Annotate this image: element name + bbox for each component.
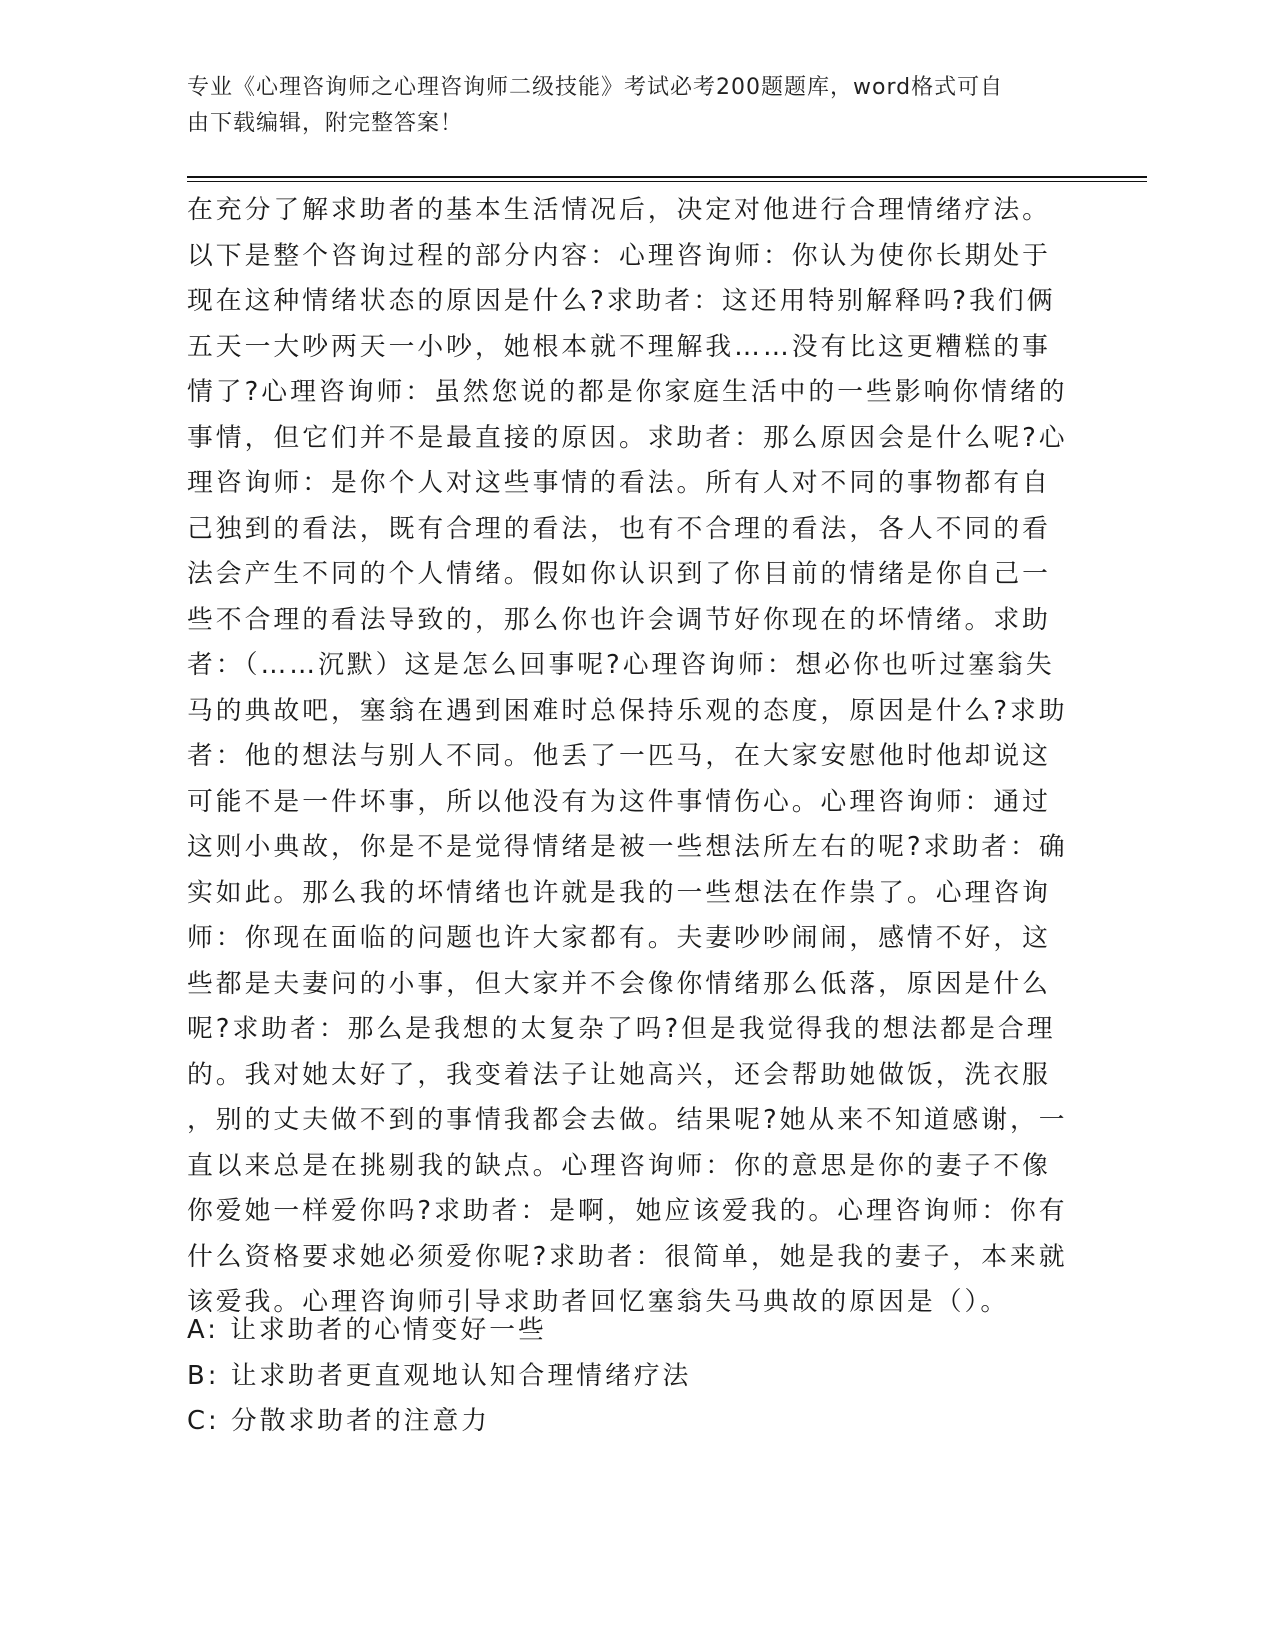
header-divider-thick — [187, 176, 1147, 178]
question-line: 己独到的看法，既有合理的看法，也有不合理的看法，各人不同的看 — [187, 513, 1051, 544]
header-title-line-1: 专业《心理咨询师之心理咨询师二级技能》考试必考200题题库，word格式可自 — [187, 75, 1004, 100]
answer-options — [187, 1308, 1067, 1445]
question-line: 实如此。那么我的坏情绪也许就是我的一些想法在作祟了。心理咨询 — [187, 877, 1051, 908]
option-a: A: 让求助者的心情变好一些 — [187, 1315, 547, 1345]
question-line: 你爱她一样爱你吗?求助者：是啊，她应该爱我的。心理咨询师：你有 — [187, 1196, 1068, 1226]
question-line: 在充分了解求助者的基本生活情况后，决定对他进行合理情绪疗法。 — [187, 195, 1051, 225]
header-divider-thin — [187, 181, 1147, 182]
question-line: 的。我对她太好了，我变着法子让她高兴，还会帮助她做饭，洗衣服 — [187, 1059, 1051, 1090]
question-line: 马的典故吧，塞翁在遇到困难时总保持乐观的态度，原因是什么?求助 — [187, 695, 1068, 726]
question-line: 呢?求助者：那么是我想的太复杂了吗?但是我觉得我的想法都是合理 — [187, 1014, 1056, 1044]
question-line: 这则小典故，你是不是觉得情绪是被一些想法所左右的呢?求助者：确 — [187, 832, 1068, 862]
question-line: 者：他的想法与别人不同。他丢了一匹马，在大家安慰他时他却说这 — [187, 741, 1051, 771]
question-line: ，别的丈夫做不到的事情我都会去做。结果呢?她从来不知道感谢，一 — [187, 1105, 1068, 1135]
question-line: 情了?心理咨询师：虽然您说的都是你家庭生活中的一些影响你情绪的 — [187, 377, 1068, 407]
question-line: 些都是夫妻问的小事，但大家并不会像你情绪那么低落，原因是什么 — [187, 968, 1051, 999]
question-line: 些不合理的看法导致的，那么你也许会调节好你现在的坏情绪。求助 — [187, 604, 1051, 635]
question-line: 现在这种情绪状态的原因是什么?求助者：这还用特别解释吗?我们俩 — [187, 286, 1056, 316]
header-title-line-2: 由下载编辑，附完整答案！ — [187, 111, 464, 136]
document-header — [187, 70, 1067, 142]
question-stem — [187, 188, 1067, 1326]
question-line: 该爱我。心理咨询师引导求助者回忆塞翁失马典故的原因是（）。 — [187, 1287, 1010, 1317]
option-b: B: 让求助者更直观地认知合理情绪疗法 — [187, 1360, 692, 1391]
option-c: C: 分散求助者的注意力 — [187, 1406, 491, 1436]
question-line: 师：你现在面临的问题也许大家都有。夫妻吵吵闹闹，感情不好，这 — [187, 923, 1051, 953]
question-line: 者：（……沉默）这是怎么回事呢?心理咨询师：想必你也听过塞翁失 — [187, 650, 1055, 680]
question-line: 以下是整个咨询过程的部分内容：心理咨询师：你认为使你长期处于 — [187, 240, 1051, 271]
question-line: 法会产生不同的个人情绪。假如你认识到了你目前的情绪是你自己一 — [187, 559, 1051, 589]
question-line: 理咨询师：是你个人对这些事情的看法。所有人对不同的事物都有自 — [187, 468, 1051, 498]
question-line: 什么资格要求她必须爱你呢?求助者：很简单，她是我的妻子，本来就 — [187, 1241, 1068, 1272]
question-line: 事情，但它们并不是最直接的原因。求助者：那么原因会是什么呢?心 — [187, 422, 1068, 453]
question-line: 五天一大吵两天一小吵，她根本就不理解我……没有比这更糟糕的事 — [187, 331, 1051, 362]
question-line: 可能不是一件坏事，所以他没有为这件事情伤心。心理咨询师：通过 — [187, 786, 1051, 817]
question-line: 直以来总是在挑剔我的缺点。心理咨询师：你的意思是你的妻子不像 — [187, 1150, 1051, 1181]
